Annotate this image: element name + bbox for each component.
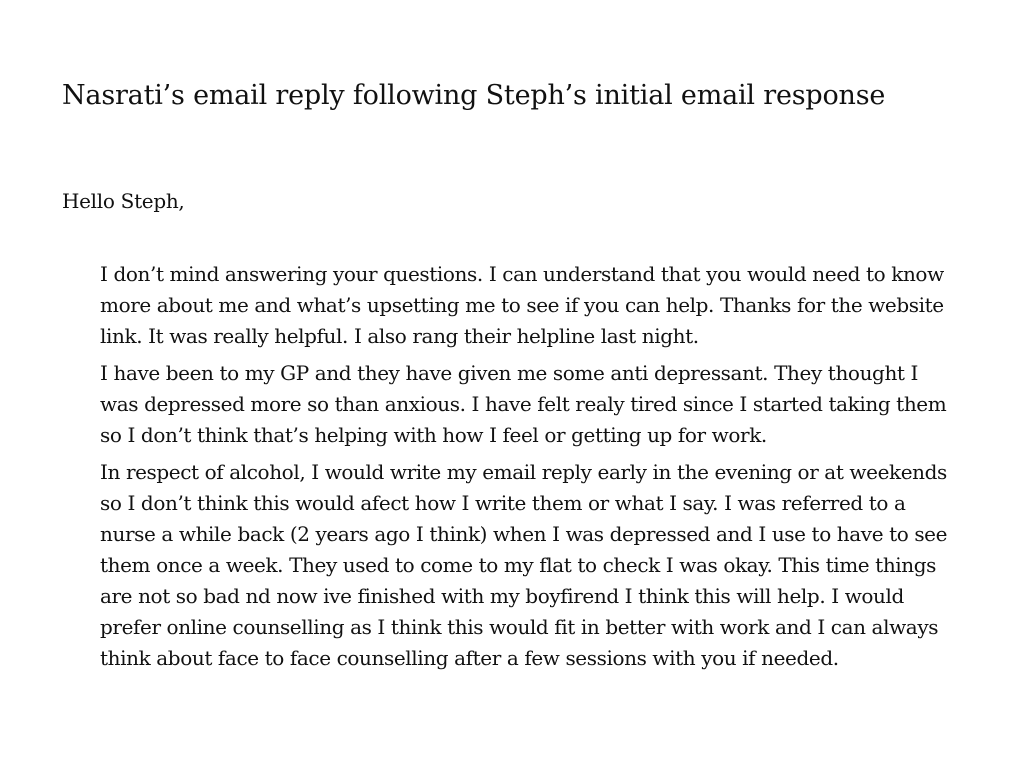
text-line: In respect of alcohol, I would write my email reply early in the evening or at weekends: [100, 460, 947, 484]
text-line: so I don’t think this would afect how I write them or what I say. I was referred to a: [100, 491, 906, 515]
text-line: link. It was really helpful. I also rang their helpline last night.: [100, 324, 699, 348]
text-line: was depressed more so than anxious. I have felt realy tired since I started taking them: [100, 392, 947, 416]
email-paragraph: [100, 259, 980, 352]
text-line: more about me and what’s upsetting me to see if you can help. Thanks for the website: [100, 293, 944, 317]
text-line: I don’t mind answering your questions. I can understand that you would need to know: [100, 262, 944, 286]
text-line: so I don’t think that’s helping with how I feel or getting up for work.: [100, 423, 767, 447]
email-paragraph: [100, 358, 980, 451]
text-line: nurse a while back (2 years ago I think) when I was depressed and I use to have to see: [100, 522, 948, 546]
email-body: [100, 259, 980, 680]
text-line: are not so bad nd now ive finished with my boyfirend I think this will help. I would: [100, 584, 904, 608]
email-paragraph: [100, 457, 980, 674]
text-line: think about face to face counselling after a few sessions with you if needed.: [100, 646, 839, 670]
page-title: Nasrati’s email reply following Steph’s initial email response: [62, 80, 886, 111]
email-greeting: Hello Steph,: [62, 189, 185, 213]
text-line: prefer online counselling as I think this would fit in better with work and I can always: [100, 615, 939, 639]
text-line: I have been to my GP and they have given me some anti depressant. They thought I: [100, 361, 919, 385]
text-line: them once a week. They used to come to my flat to check I was okay. This time things: [100, 553, 937, 577]
